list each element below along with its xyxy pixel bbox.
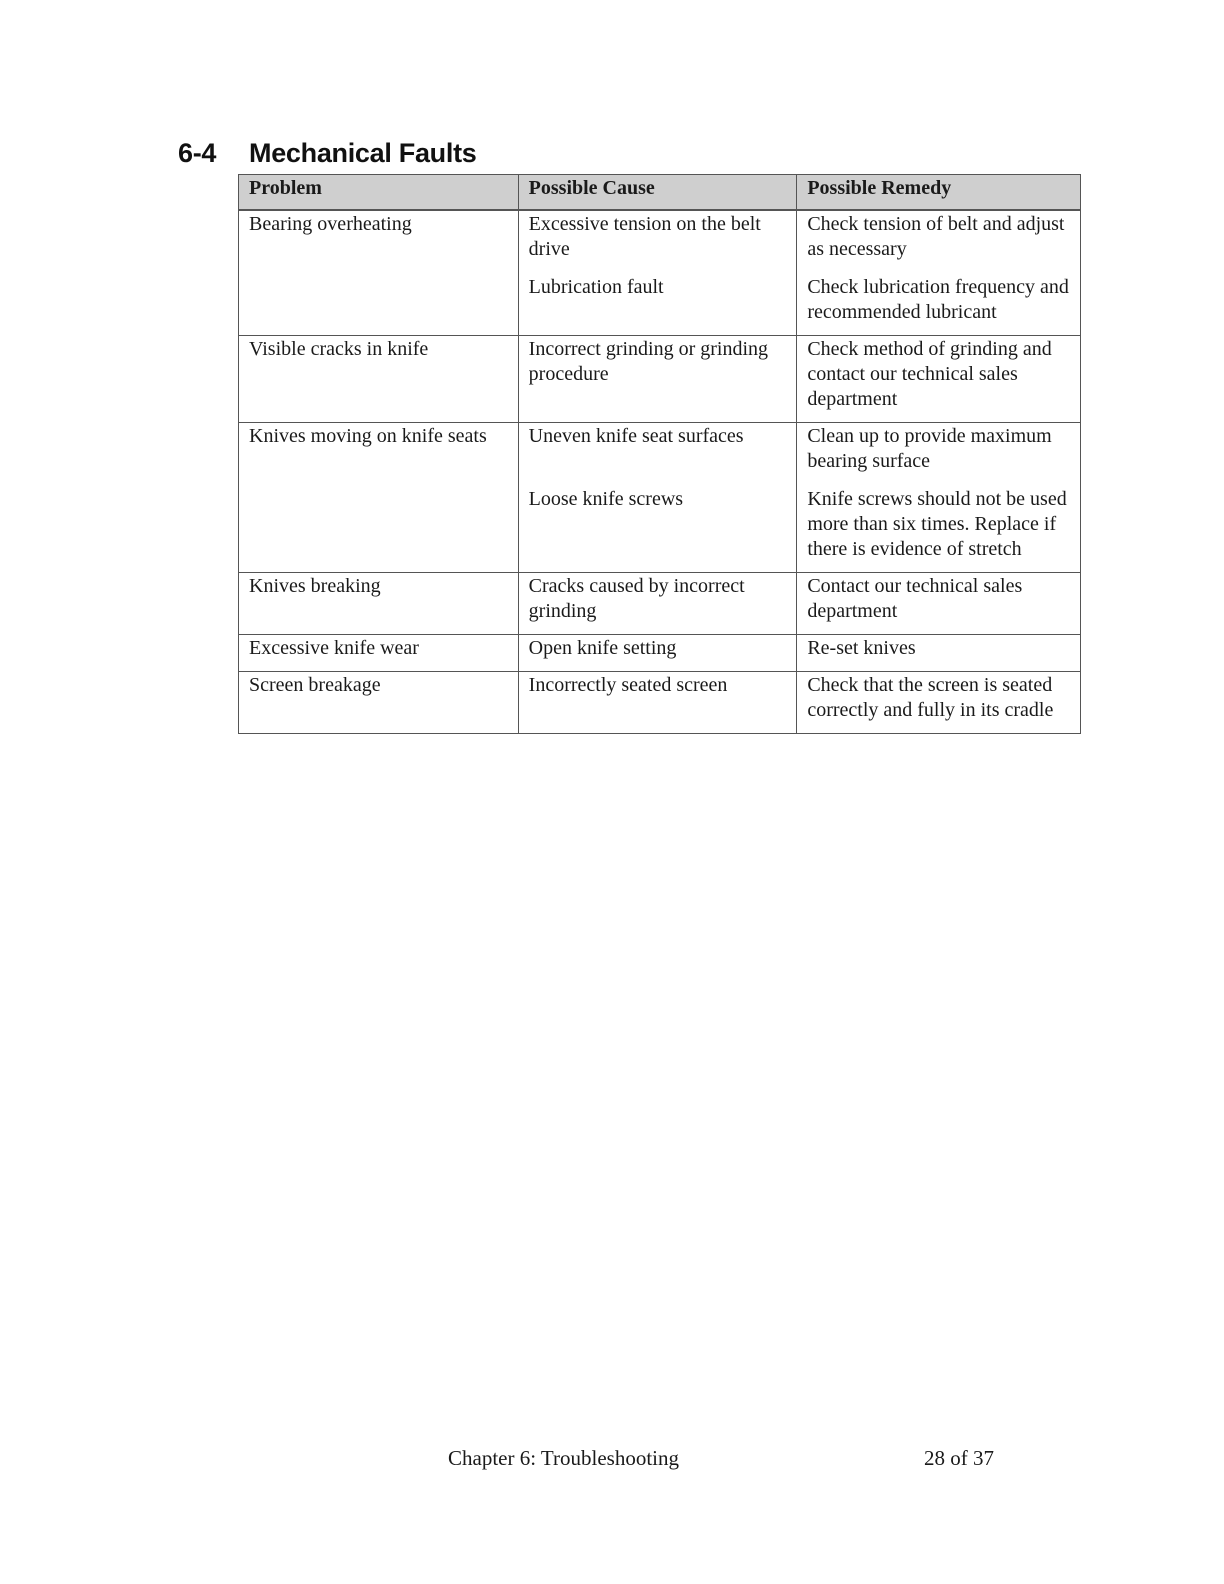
remedy-cell <box>797 336 1081 423</box>
remedy-text: Check lubrication frequency and recommended lubricant <box>807 276 1069 323</box>
remedy-text: Re-set knives <box>807 637 916 659</box>
problem-cell <box>239 573 519 635</box>
cause-text: Incorrect grinding or grinding procedure <box>528 338 769 385</box>
cause-cell <box>518 336 797 423</box>
remedy-cell <box>797 672 1081 734</box>
problem-text: Knives breaking <box>249 575 381 597</box>
table-row <box>239 423 1081 573</box>
problem-cell <box>239 210 519 336</box>
cause-cell <box>518 210 797 336</box>
problem-text: Visible cracks in knife <box>249 338 429 360</box>
cause-text: Uneven knife seat surfaces <box>528 425 744 447</box>
problem-text: Knives moving on knife seats <box>249 425 487 447</box>
header-problem: Problem <box>239 175 519 211</box>
remedy-text: Contact our technical sales department <box>807 575 1023 622</box>
footer-page-number: 28 of 37 <box>924 1446 994 1470</box>
remedy-cell <box>797 210 1081 336</box>
remedy-cell <box>797 423 1081 573</box>
remedy-text: Knife screws should not be used more than six times. Replace if there is evidence of stretch <box>807 488 1067 560</box>
cause-text: Excessive tension on the belt drive <box>528 213 761 260</box>
problem-cell <box>239 635 519 672</box>
cause-text: Incorrectly seated screen <box>528 674 728 696</box>
problem-text: Bearing overheating <box>249 213 412 235</box>
table-row <box>239 336 1081 423</box>
problem-text: Screen breakage <box>249 674 381 696</box>
cause-text: Loose knife screws <box>528 488 684 510</box>
remedy-text: Check method of grinding and contact our technical sales department <box>807 338 1052 410</box>
problem-cell <box>239 672 519 734</box>
footer-chapter: Chapter 6: Troubleshooting <box>448 1446 680 1470</box>
cause-text: Open knife setting <box>528 637 677 659</box>
section-number: 6-4 <box>178 138 217 168</box>
header-possible-cause: Possible Cause <box>518 175 797 211</box>
cause-text: Lubrication fault <box>528 276 664 298</box>
cause-cell <box>518 573 797 635</box>
problem-text: Excessive knife wear <box>249 637 419 659</box>
cause-cell <box>518 635 797 672</box>
problem-cell <box>239 336 519 423</box>
section-title: Mechanical Faults <box>249 138 477 168</box>
table-row <box>239 672 1081 734</box>
header-possible-remedy: Possible Remedy <box>797 175 1081 211</box>
mechanical-faults-table <box>238 174 1081 734</box>
cause-cell <box>518 672 797 734</box>
remedy-text: Check that the screen is seated correctly and fully in its cradle <box>807 674 1054 721</box>
table-row <box>239 573 1081 635</box>
table-row <box>239 635 1081 672</box>
remedy-cell <box>797 635 1081 672</box>
cause-cell <box>518 423 797 573</box>
section-heading <box>178 138 476 169</box>
table-header-row <box>239 175 1081 211</box>
remedy-text: Clean up to provide maximum bearing surface <box>807 425 1052 472</box>
remedy-text: Check tension of belt and adjust as necessary <box>807 213 1065 260</box>
cause-text: Cracks caused by incorrect grinding <box>528 575 745 622</box>
table-row <box>239 210 1081 336</box>
problem-cell <box>239 423 519 573</box>
remedy-cell <box>797 573 1081 635</box>
